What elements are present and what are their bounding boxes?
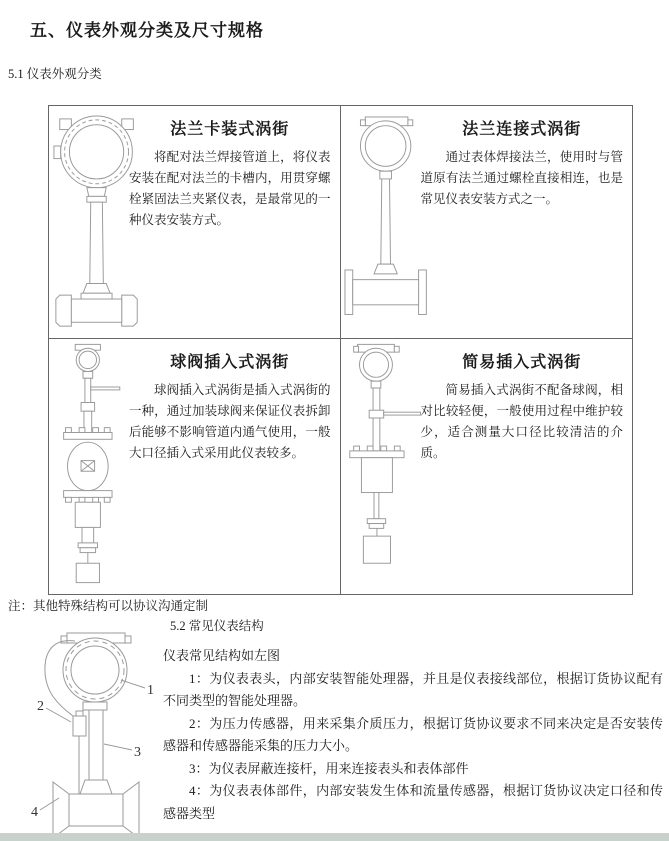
structure-description <box>163 645 663 825</box>
table-cell-simple-insertion <box>341 339 633 594</box>
appearance-classification-table <box>48 105 633 595</box>
cell-title-wafer-clamp: 法兰卡装式涡街 <box>170 121 290 138</box>
cell-title-simple-insertion: 简易插入式涡街 <box>462 354 582 371</box>
cell-body-simple-insertion: 简易插入式涡街不配备球阀，相对比较轻便，一般使用过程中维护较少，适合测量大口径比较清洁的介质。 <box>420 383 623 460</box>
figure-callout-2: 2 <box>37 699 44 714</box>
structure-item-4: 4：为仪表表体部件，内部安装发生体和流量传感器，根据订货协议决定口径和传感器类型 <box>163 783 663 821</box>
cell-title-ball-valve-insertion: 球阀插入式涡街 <box>170 354 290 371</box>
table-cell-wafer-clamp <box>49 106 341 339</box>
cell-title-flange-connected: 法兰连接式涡街 <box>462 121 582 138</box>
bottom-divider-bar <box>0 833 669 841</box>
structure-item-3: 3：为仪表屏蔽连接杆，用来连接表头和表体部件 <box>189 760 469 776</box>
figure-callout-1: 1 <box>147 683 154 698</box>
table-cell-flange-connected <box>341 106 633 339</box>
custom-structure-note: 注：其他特殊结构可以协议沟通定制 <box>8 599 209 613</box>
structure-intro: 仪表常见结构如左图 <box>163 648 281 663</box>
figure-callout-4: 4 <box>31 805 38 820</box>
section-5-2-heading: 5.2 常见仪表结构 <box>170 619 264 633</box>
cell-body-ball-valve-insertion: 球阀插入式涡街是插入式涡街的一种，通过加装球阀来保证仪表拆卸后能够不影响管道内通气使用，一般大口径插入式采用此仪表较多。 <box>129 383 331 460</box>
figure-callout-3: 3 <box>134 745 141 760</box>
structure-item-1: 1：为仪表表头，内部安装智能处理器，并且是仪表接线部位，根据订货协议配有不同类型的智能处理器。 <box>163 670 663 708</box>
page-title: 五、仪表外观分类及尺寸规格 <box>30 21 264 40</box>
cell-body-wafer-clamp: 将配对法兰焊接管道上，将仪表安装在配对法兰的卡槽内，用贯穿螺栓紧固法兰夹紧仪表，是最常见的一种仪表安装方式。 <box>129 150 331 227</box>
cell-body-flange-connected: 通过表体焊接法兰，使用时与管道原有法兰通过螺栓直接相连，也是常见仪表安装方式之一。 <box>420 150 623 206</box>
table-cell-ball-valve-insertion <box>49 339 341 594</box>
section-5-1-heading: 5.1 仪表外观分类 <box>8 67 102 81</box>
flowmeter-structure-diagram <box>15 628 165 839</box>
structure-item-2: 2：为压力传感器，用来采集介质压力，根据订货协议要求不同来决定是否安装传感器和传感器能采集的压力大小。 <box>163 715 663 753</box>
